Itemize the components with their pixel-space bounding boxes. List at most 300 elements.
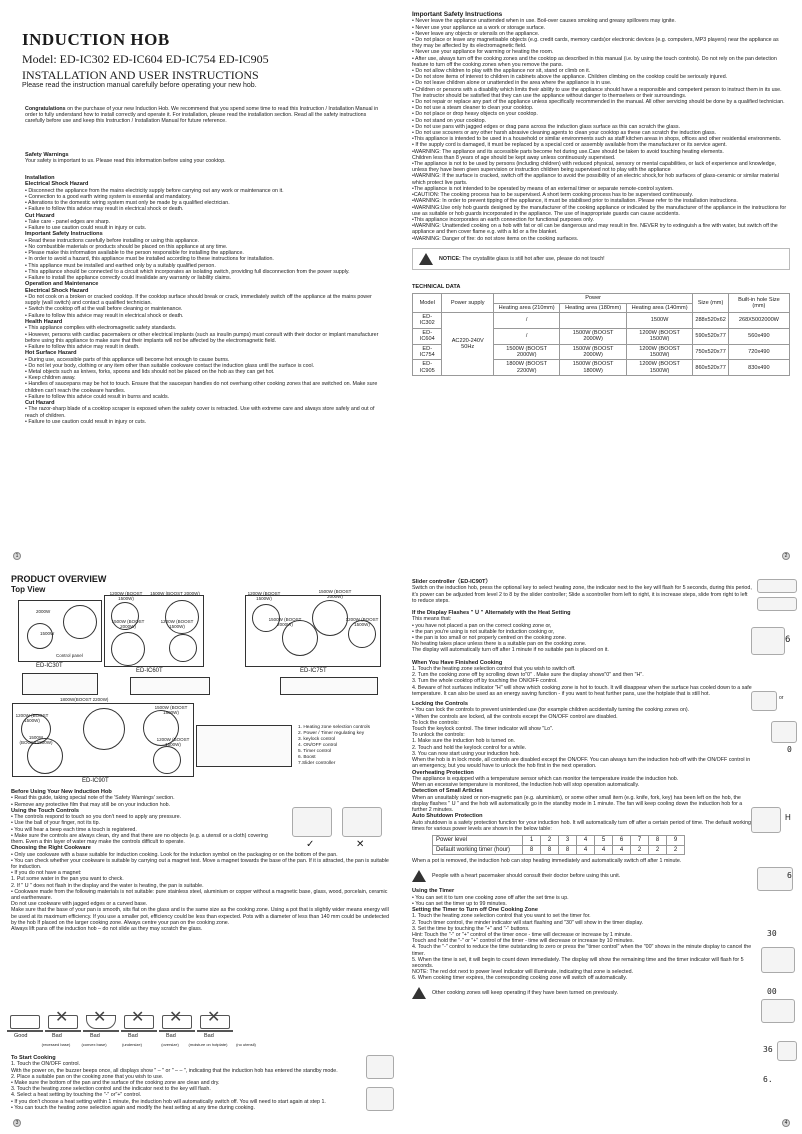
th-supply: Power supply [442,294,493,313]
ic30-label-1500: 1500W [40,631,55,636]
ic75-label-d: 1200W (BOOST 1500W) [345,617,379,627]
list-item: Touch the keylock control. The timer indicator will show "Lo". [412,726,554,733]
list-item: When the hob is in lock mode, all controls are disabled except the ON/OFF. You can always turn the induction hob off with the ON/OFF control in an emergency, but you would have to unlock the hob first in the next operation. [412,757,751,770]
hob-surface-line [121,1030,157,1032]
keylock-illustration [751,807,781,833]
warning-triangle-icon [412,870,426,882]
list-item: • Take care - panel edges are sharp. [25,219,111,226]
cell-size: 288x520x62 [693,312,728,328]
section-list [25,325,380,350]
display-h: H [785,813,791,822]
cell-size: 750x520x77 [693,344,728,360]
flash-head: If the Display Flashes " ᑌ " Alternately with the Heat Setting [412,610,571,617]
list-item: 3. You can now start using your induction hob. [412,750,521,757]
list-item: • You can lock the controls to prevent unintended use (for example children accidentally turning the cooking zones on). [412,707,690,714]
cell-z1: 1500W (BOOST 2000W) [493,344,559,360]
pan-label: Bad [128,1033,138,1039]
ic60-label-d: 1200W (BOOST 1500W) [160,619,194,629]
cell-power-level: 6 [613,836,631,845]
notice-text [439,256,605,262]
list-item: •This appliance incorporates an earth connection for functional purposes only. [412,216,594,223]
display-6dot: 6. [763,1075,773,1084]
cell-power-level: 9 [667,836,685,845]
list-item: • Cookware made from the following materials is not suitable: pure stainless steel, aluminium or copper without a magnetic base, glass, wood, porcelain, ceramic and earthenware. [11,888,388,902]
list-item: • Do not place or drop heavy objects on your cooktop. [412,111,538,118]
pan-caption: (undersize) [121,1042,142,1047]
list-item: • Never use your appliance as a work or storage surface. [412,24,546,31]
ic30-control-panel [22,673,98,695]
list-item: • Do not use a steam cleaner to clean your cooktop. [412,105,534,112]
congrats-paragraph [25,106,380,125]
ic60-control-panel [130,677,210,695]
slider-text: Switch on the induction hob, press the optional key to select heating zone, the indicator next to the key will flash for 5 seconds, during this period, it's power can be adjusted from level 2 to 8 by the slider controller; Slide a scontroller from left to right, it is increase steps, slide from right to left to reduce steps. [412,585,752,604]
th-model: Model [413,294,442,313]
list-item: 6. Boost [298,755,316,760]
list-item: Hint: Touch the "-" or "+" control of the timer once - time will decrease or increase by 1 minute. [412,931,632,938]
power-level-label: Power level [433,836,523,845]
list-item: 3. Touch the heating zone selection control and the indicator next to the key will flash. [11,1086,211,1093]
cross-icon: ✕ [356,839,365,850]
finger-illustration [751,691,777,711]
section-head: Important Safety Instructions [25,231,103,238]
list-item: 4. Beware of hot surfaces indicator "H" will show which cooking zone is hot to touch. It will disappear when the surface has cooled down to a safe temperature. It can also be used as an energy saving function - if you want to heat further pans, use the hotplate that is still hot. [412,684,752,697]
list-item: • If you don't choose a heat setting within 1 minute, the induction hob will automatically switch off. You will need to start again at step 1. [11,1098,326,1105]
list-item: No heating takes place unless there is a suitable pan on the cooking zone. [412,641,587,648]
pan-caption: (convex base) [81,1042,107,1047]
or-label: or [779,695,784,701]
page-3 [0,567,401,1134]
cell-z2: 1500W (BOOST 1800W) [560,360,626,376]
display-digit-0: 0 [787,745,792,754]
list-item: •WARNING:Use only hob guards designed by the manufacturer of the cooking appliance or indicated by the manufacturer of the appliance in the instructions for use as suitable or hob guards incorporated in the appliance. The use of inappropriate guards can cause accidents. [412,204,787,217]
notice-body: The crystallite glass is still hot after use, please do not touch! [460,255,605,262]
cell-model: ED-IC302 [413,312,442,328]
th-zone2: Heating area (180mm) [560,303,626,312]
list-item: • You can set the timer up to 99 minutes. [412,900,507,907]
cell-z3: 1500W [626,312,692,328]
finish-head: When You Have Finished Cooking [412,659,503,666]
list-item: • Do not cook on a broken or cracked cooktop. If the cooktop surface should break or crack, immediately switch off the appliance at the mains power supply (wall switch) and contact a qualified technician. [25,294,372,307]
notice-label: NOTICE: [439,255,461,262]
ic90-model: ED-IC90T [82,778,109,784]
list-item: • This appliance complies with electromagnetic safety standards. [25,325,177,332]
list-item: • Failure to follow this advice could result in burns and scalds. [25,393,170,400]
list-item: 2. Touch and hold the keylock control for a while. [412,744,527,751]
cookware-head: Choosing the Right Cookware [11,845,91,852]
cell-timer-hour: 8 [559,845,577,854]
list-item: Always lift pans off the induction hob – do not slide as they may scratch the glass. [11,926,203,933]
controls-legend [298,725,370,767]
page-number-4: 4 [782,1119,790,1127]
list-item: 1. Touch the heating zone selection control that you want to set the timer for. [412,913,591,920]
pot-removed-text: When a pot is removed, the induction hob can stop heating immediately and automatically switch off after 1 minute. [412,857,682,864]
cell-cut: 268X5002000W [728,312,789,328]
list-item: • Alterations to the domestic wiring system must only be made by a qualified electrician. [25,200,230,207]
safety-warnings [25,152,380,165]
list-item: • Please make this information available to the person responsible for installing the appliance. [25,250,244,257]
cell-z1: / [493,328,559,344]
finish-list [412,666,752,697]
warning-triangle-icon [419,253,433,265]
zone [83,708,125,750]
display-36: 36 [763,1045,773,1054]
list-item: • the pan you're using is not suitable for induction cooking or, [412,628,555,635]
list-item: •WARNING: Danger of fire: do not store items on the cooking surfaces. [412,235,579,242]
list-item: • Do not leave children alone or unattended in the area where the appliance is in use. [412,80,612,87]
list-item: The display will automatically turn off after 1 minute if no suitable pan is placed on it. [412,647,609,654]
section-list [25,357,380,400]
page-number-2: 2 [782,552,790,560]
section-head: Hot Surface Hazard [25,350,77,357]
safety-warnings-head: Safety Warnings [25,152,69,158]
list-item: • Do not repair or replace any part of the appliance unless specifically recommended in the manual. All other servicing should be done by a qualified technician. [412,99,785,106]
list-item: • Failure to use caution could result in injury or cuts. [25,418,147,425]
hob-ic60t [104,595,204,667]
installation-sections [25,175,380,425]
list-item: 6. When cooking timer expires, the corresponding cooking zone will switch off automatically. [412,975,628,982]
list-item: • The razor-sharp blade of a cooktop scraper is exposed when the safety cover is retracted. Use with extreme care and always store safely and out of reach of children. [25,406,375,419]
pan-caption: (moisture on hotplate) [188,1042,228,1047]
lock-list [412,707,752,769]
cookware-list [11,852,391,933]
ic60-model: ED-IC60T [136,668,163,674]
subtitle: INSTALLATION AND USER INSTRUCTIONS [22,68,259,82]
list-item: Make sure that the base of your pan is smooth, sits flat on the glass and is the same size as the cooking zone. Using a pot that is slightly wider means energy will be used at its maximum efficiency. If you use a smaller pot, efficiency could be less than expected. Pots with a diameter of less than 140 mm could be undetected by the hob If placed on the larger cooking zone. Always centre your pan on the cooking zone. [11,907,390,926]
cross-icon: ✕ [131,1009,145,1026]
display-30: 30 [767,929,777,938]
cell-cut: 830x490 [728,360,789,376]
ic60-label-c: 1500W (BOOST 2000W) [111,619,145,629]
page4-body [412,579,752,1004]
cell-z3: 1200W (BOOST 1500W) [626,328,692,344]
installation-head: Installation [25,175,55,181]
list-item: 4. Select a heat setting by touching the "-" or"+" control. [11,1092,142,1099]
section-list [25,238,380,281]
list-item: 1. Touch the heating zone selection control that you wish to switch off. [412,666,576,673]
section-head: Electrical Shock Hazard [25,287,89,294]
timer-list [412,895,752,907]
ic90-top-label: 1800W(BOOST 2200W) [60,697,109,702]
touch-list [11,814,281,845]
finger-touch-bad-illustration [342,807,382,837]
congrats-text: on the purchase of your new Induction Hob. We recommend that you spend some time to read this Instruction / Installation Manual in order to fully understand how to install correctly and operate it. For installation, please read the installation section. Read all the safety instructions carefully before use and keep this Instruction / Installation Manual for future reference. [25,106,379,125]
list-item: • Failure to follow this advice may result in electrical shock or death. [25,312,184,319]
cell-timer-hour: 2 [631,845,649,854]
pan-label: Bad [90,1033,100,1039]
cell-model: ED-IC754 [413,344,442,360]
list-item: • Do not place or leave any magnetisable objects (e.g. credit cards, memory cards)or electronic devices (e.g. computers, MP3 players) near the appliance as they may be affected by its electromagnetic field. [412,37,779,50]
list-item: • Failure to use caution could result in injury or cuts. [25,225,147,232]
list-item: •CAUTION: The cooking process has to be supervised. A short term cooking process has to be supervised continuously. [412,192,694,199]
cell-power-level: 5 [595,836,613,845]
list-item: • You can set it to turn one cooking zone off after the set time is up. [412,894,569,901]
page-number-1: 1 [13,552,21,560]
list-item: • Metal objects such as knives, forks, spoons and lids should not be placed on the hob as they can get hot. [25,368,275,375]
list-item: 1. Put some water in the pan you want to check. [11,876,124,883]
flash-list [412,616,752,653]
finger-illustration [777,1041,797,1061]
list-item: •WARNING: If the surface is cracked, switch off the appliance to avoid the possibility of an electric shock,for hob surfaces of glass-ceramic or similar material which protect live parts. [412,173,779,186]
small-head: Detection of Small Articles [412,788,483,795]
list-item: • No combustible materials or products should be placed on this appliance at any time. [25,244,228,251]
tech-data-table [412,293,790,376]
notice-box [412,248,790,270]
auto-shutdown-table [432,835,685,855]
set-list [412,913,752,981]
table-row [433,836,685,845]
list-item: • you have not placed a pan on the correct cooking zone or, [412,622,552,629]
cell-timer-hour: 8 [541,845,559,854]
list-item: • The controls respond to touch so you don't need to apply any pressure. [11,814,182,821]
list-item: 5. When the time is set, it will begin to count down immediately. The display will show the remaining time and the timer indicator will flash for 5 seconds. [412,956,744,969]
ic75-label-a: 1200W (BOOST 1500W) [247,591,281,601]
list-item: • Do not stand on your cooktop. [412,117,486,124]
finger-illustration [751,627,785,655]
list-item: • Switch the cooktop off at the wall before cleaning or maintenance. [25,306,183,313]
cell-z2: 1500W (BOOST 2000W) [560,328,626,344]
slider-illustration [757,597,797,611]
hob-surface-line [159,1030,195,1032]
list-item: • Failure to follow this advice may result in electrical shock or death. [25,206,184,213]
table-row [413,312,790,328]
list-item: • After use, always turn off the cooking zones and the cooktop as described in this manual (i.e. by using the touch controls). Do not rely on the pan detection feature to turn off the cooking zones when you remove the pans. [412,55,777,68]
list-item: • If you do not have a magnet: [11,870,82,877]
list-item: Touch and hold the "-" or "+" control of the timer - time will decrease or increase by 10 minutes. [412,938,635,945]
hob-surface-line [83,1030,119,1032]
zone-1500 [27,623,53,649]
list-item: • Do not use scourers or any other harsh abrasive cleaning agents to clean your cooktop as these can scratch the induction glass. [412,130,716,137]
cell-power-level: 3 [559,836,577,845]
before-list [11,795,391,807]
page-1 [0,0,401,567]
list-item: • the pan is too small or not properly centred on the cooking zone. [412,635,567,642]
ic75-control-panel [280,677,378,695]
top-view-title: Top View [11,585,46,594]
important-safety-head: Important Safety Instructions [412,11,503,18]
list-item: • You can touch the heating zone selection again and modify the heat setting at any time during cooking. [11,1104,255,1111]
list-item: • During use, accessible parts of this appliance will become hot enough to cause burns. [25,356,230,363]
list-item: • Failure to install the appliance correctly could invalidate any warranty or liability claims. [25,275,232,282]
hob-surface-line [7,1030,43,1032]
over-list [412,776,752,788]
list-item: 5. Timer control [298,749,332,754]
section-head: Health Hazard [25,318,63,325]
pan-caption: (no utensil) [236,1042,256,1047]
list-item: 2. Touch timer control, the minder indicator will start flashing and "30" will show in the timer display. [412,919,644,926]
list-item: NOTE: The red dot next to power level indicator will illuminate, indicating that zone is selected. [412,969,634,976]
ic30-label-cp: Control panel [56,653,83,658]
important-safety-list [412,18,790,241]
section-list [25,188,380,213]
hob-surface-line [197,1030,233,1032]
slider-head: Slider controller（ED-IC90T） [412,579,491,585]
congrats-head: Congratulations [25,106,66,112]
list-item: 1. Touch the ON/OFF control. [11,1061,81,1068]
cell-timer-hour: 2 [649,845,667,854]
zone [169,634,197,662]
section-head: Electrical Shock Hazard [25,181,89,188]
list-item: 4. Touch the "-" control to reduce the time outstanding to zero or press the "timer control" when the "00" shows in the minute display to cancel the timer. [412,944,752,957]
zone [111,632,145,666]
th-zone1: Heating area (210mm) [493,303,559,312]
pan-label: Bad [52,1033,62,1039]
list-item: •WARNING: Unattended cooking on a hob with fat or oil can be dangerous and may result in fire. NEVER try to extinguish a fire with water, but switch off the appliance and then cover flame e.g. with a lid or a fire blanket. [412,223,778,236]
cell-timer-hour: 4 [595,845,613,854]
th-zone3: Heating area (140mm) [626,303,692,312]
list-item: • Failure to follow this advice may result in death. [25,343,140,350]
cell-timer-hour: 4 [577,845,595,854]
timer-head: Using the Timer [412,888,455,895]
auto-list [412,820,752,832]
auto-head: Auto Shutdown Protection [412,813,483,820]
list-item: • Only use cookware with a base suitable for induction cooking. Look for the induction symbol on the packaging or on the bottom of the pan. [11,851,338,858]
list-item: •WARNING: In order to prevent tipping of the appliance, it must be stabilised prior to installation. Please refer to the installation instructions. [412,198,738,205]
list-item: • You will hear a beep each time a touch is registered. [11,826,137,833]
zone [153,746,181,774]
cell-model: ED-IC604 [413,328,442,344]
list-item: 2. Power / Timer regulating key [298,731,365,736]
brand-title: INDUCTION HOB [22,30,170,49]
ic90-control-panel [196,725,292,767]
section-head: Cut Hazard [25,212,55,219]
cell-model: ED-IC905 [413,360,442,376]
cell-cut: 560x490 [728,328,789,344]
model-line: Model: ED-IC302 ED-IC604 ED-IC754 ED-IC905 [22,52,269,66]
pan-illustration [10,1015,40,1029]
touch-head: Using the Touch Controls [11,807,79,814]
over-head: Overheating Protection [412,769,474,776]
slider-illustration [757,579,797,593]
list-item: To lock the controls: [412,719,459,726]
ic90-label-c: 1500W (BOOST1800W) [19,735,53,745]
finger-illustration [761,947,795,973]
other-zones-text: Other cooking zones will keep operating if they have been turned on previously. [432,989,618,996]
cell-power-level: 2 [541,836,559,845]
finger-onoff-illustration [366,1055,394,1079]
warning-triangle-icon [412,987,426,999]
cross-icon: ✕ [169,1009,183,1026]
product-overview-title: PRODUCT OVERVIEW [11,574,107,584]
list-item: • Make sure the controls are always clean, dry and that there are no objects (e.g. a utensil or a cloth) covering them. Even a thin layer of water may make the controls difficult to operate. [11,832,268,846]
cell-z3: 1200W (BOOST 1500W) [626,360,692,376]
list-item: Auto shutdown is a safety protection function for your induction hob. It will automatically turn off after a certain period of time. The default working times for various power levels are shown in the below table: [412,819,751,832]
timer-hour-label: Default working timer (hour) [433,845,523,854]
section-list [25,294,380,319]
list-item: • Do not store items of interest to children in cabinets above the appliance. Children climbing on the cooktop could be seriously injured. [412,74,728,81]
cell-supply: AC220-240V 50Hz [442,312,493,375]
page-number-3: 3 [13,1119,21,1127]
list-item: • Handles of saucepans may be hot to touch. Ensure that the saucepan handles do not overhang other cooking zones that are switched on. Make sure children can't reach the cookware handles. [25,381,378,394]
list-item: •The appliance is not intended to be operated by means of an external timer or separate remote-control system. [412,185,674,192]
cell-z3: 1200W (BOOST 1500W) [626,344,692,360]
list-item: • If the supply cord is damaged, it must be replaced by a special cord or assembly available from the manufacturer or its service agent. [412,142,727,149]
zone-2000 [63,605,97,639]
important-safety [412,12,790,376]
list-item: 1. Make sure the induction hob is turned on. [412,738,516,745]
cell-z2 [560,312,626,328]
cell-cut: 720x490 [728,344,789,360]
list-item: • Connection to a good earth wiring system is essential and mandatory. [25,194,192,201]
cell-z1: 1800W (BOOST 2200W) [493,360,559,376]
cell-size: 860x520x77 [693,360,728,376]
th-size: Size (mm) [693,294,728,313]
list-item: This means that: [412,616,452,623]
hob-surface-line [45,1030,81,1032]
hob-ic75t [245,595,381,667]
cell-power-level: 7 [631,836,649,845]
ic75-label-c: 1500W (BOOST 2000W) [318,589,352,599]
cross-icon: ✕ [93,1009,107,1026]
list-item: • Never leave the appliance unattended when in use. Boil-over causes smoking and greasy spillovers may ignite. [412,18,676,25]
cell-z2: 1500W (BOOST 2000W) [560,344,626,360]
cell-power-level: 8 [649,836,667,845]
th-power: Power [493,294,692,303]
table-row [433,845,685,854]
cell-timer-hour: 4 [613,845,631,854]
list-item: • Never leave any objects or utensils on the appliance. [412,30,540,37]
section-head: Cut Hazard [25,399,55,406]
list-item: 3. Set the time by touching the "+" and "-" buttons. [412,925,530,932]
list-item: 2. If " ᑌ " does not flash in the display and the water is heating, the pan is suitable. [11,882,204,889]
list-item: • Keep children away. [25,375,76,382]
section-list [25,406,380,425]
list-item: • This appliance must be installed and earthed only by a suitably qualified person. [25,262,216,269]
list-item: • In order to avoid a hazard, this appliance must be installed according to these instructions for installation. [25,256,274,263]
list-item: •The appliance is not to be used by persons (including children) with reduced physical, sensory or mental capabilities, or lack of experience and knowledge, unless they have been given supervision or instruction children being supervised not to play with the appliance [412,161,777,174]
tech-data-head: TECHNICAL DATA [412,283,461,290]
list-item: •This appliance is intended to be used in a household or similar environments such as staff kitchen areas in shops, offices and other residential environments. [412,136,782,143]
check-icon: ✓ [306,839,315,850]
cross-icon: ✕ [207,1009,221,1026]
list-item: • Remove any protective film that may still be on your induction hob. [11,801,171,808]
list-item: • Do not allow children to play with the appliance nor sit, stand or climb on it. [412,68,591,75]
list-item: Children less than 8 years of age should be kept away unless continuously supervised. [412,154,616,161]
ic30-label-2000: 2000W [36,609,51,614]
cell-z1: / [493,312,559,328]
other-zones-notice [412,987,752,999]
read-note: Please read the instruction manual carefully before operating your new hob. [22,82,257,89]
list-item: When an unsuitably sized or non-magnetic pan (e.g. aluminium), or some other small item (e.g. knife, fork, key) has been left on the hob, the display flashes " ᑌ " and the hob will automatically go in the standby mode in 1 minute. The fan will keep cooling down the induction hob for a further 2 minutes. [412,794,743,814]
start-list [11,1061,356,1111]
ic60-label-a: 1200W (BOOST 1500W) [109,591,143,601]
list-item: • Disconnect the appliance from the mains electricity supply before carrying out any work or maintenance on it. [25,187,284,194]
list-item: To unlock the controls: [412,732,465,739]
pacemaker-notice [412,870,752,882]
display-digit-6b: 6 [787,871,792,880]
pan-label: Bad [166,1033,176,1039]
cell-timer-hour: 8 [523,845,541,854]
finger-illustration [761,999,795,1023]
list-item: 3. Turn the whole cooktop off by touching the ON/OFF control. [412,678,558,685]
pan-label: Good [14,1033,28,1039]
finger-touch-good-illustration [292,807,332,837]
list-item: The appliance is equipped with a temperature sensor which can monitor the temperature inside the induction hob. [412,775,679,782]
cell-power-level: 1 [523,836,541,845]
ic90-label-d: 1200W (BOOST 1500W) [156,737,190,747]
list-item: 1. Heating zone selection controls [298,725,370,730]
list-item: 2. Turn the cooking zone off by scrolling down to"0" . Make sure the display shows"0" and then "H". [412,672,644,679]
lock-head: Locking the Controls [412,701,468,708]
list-item: When an excessive temperature is monitored, the Induction hob will stop operation automatically. [412,782,640,789]
page-2 [401,0,802,567]
list-item: • Do not use pans with jagged edges or drag pans across the induction glass surface as this can scratch the glass. [412,123,681,130]
small-list [412,795,752,814]
list-item: With the power on, the buzzer beeps once, all displays show " – " or " – – ", indicating that the induction hob has entered the standby mode. [11,1067,338,1074]
set-head: Setting the Timer to Turn off One Cooking Zone [412,906,538,913]
cross-icon: ✕ [55,1009,69,1026]
page-4 [401,567,802,1134]
list-item: • However, persons with cardiac pacemakers or other electrical implants (such as insulin pumps) must consult with their doctor or implant manufacturer before using this appliance to make sure that their implants will not be affected by the electromagnetic field. [25,331,379,344]
